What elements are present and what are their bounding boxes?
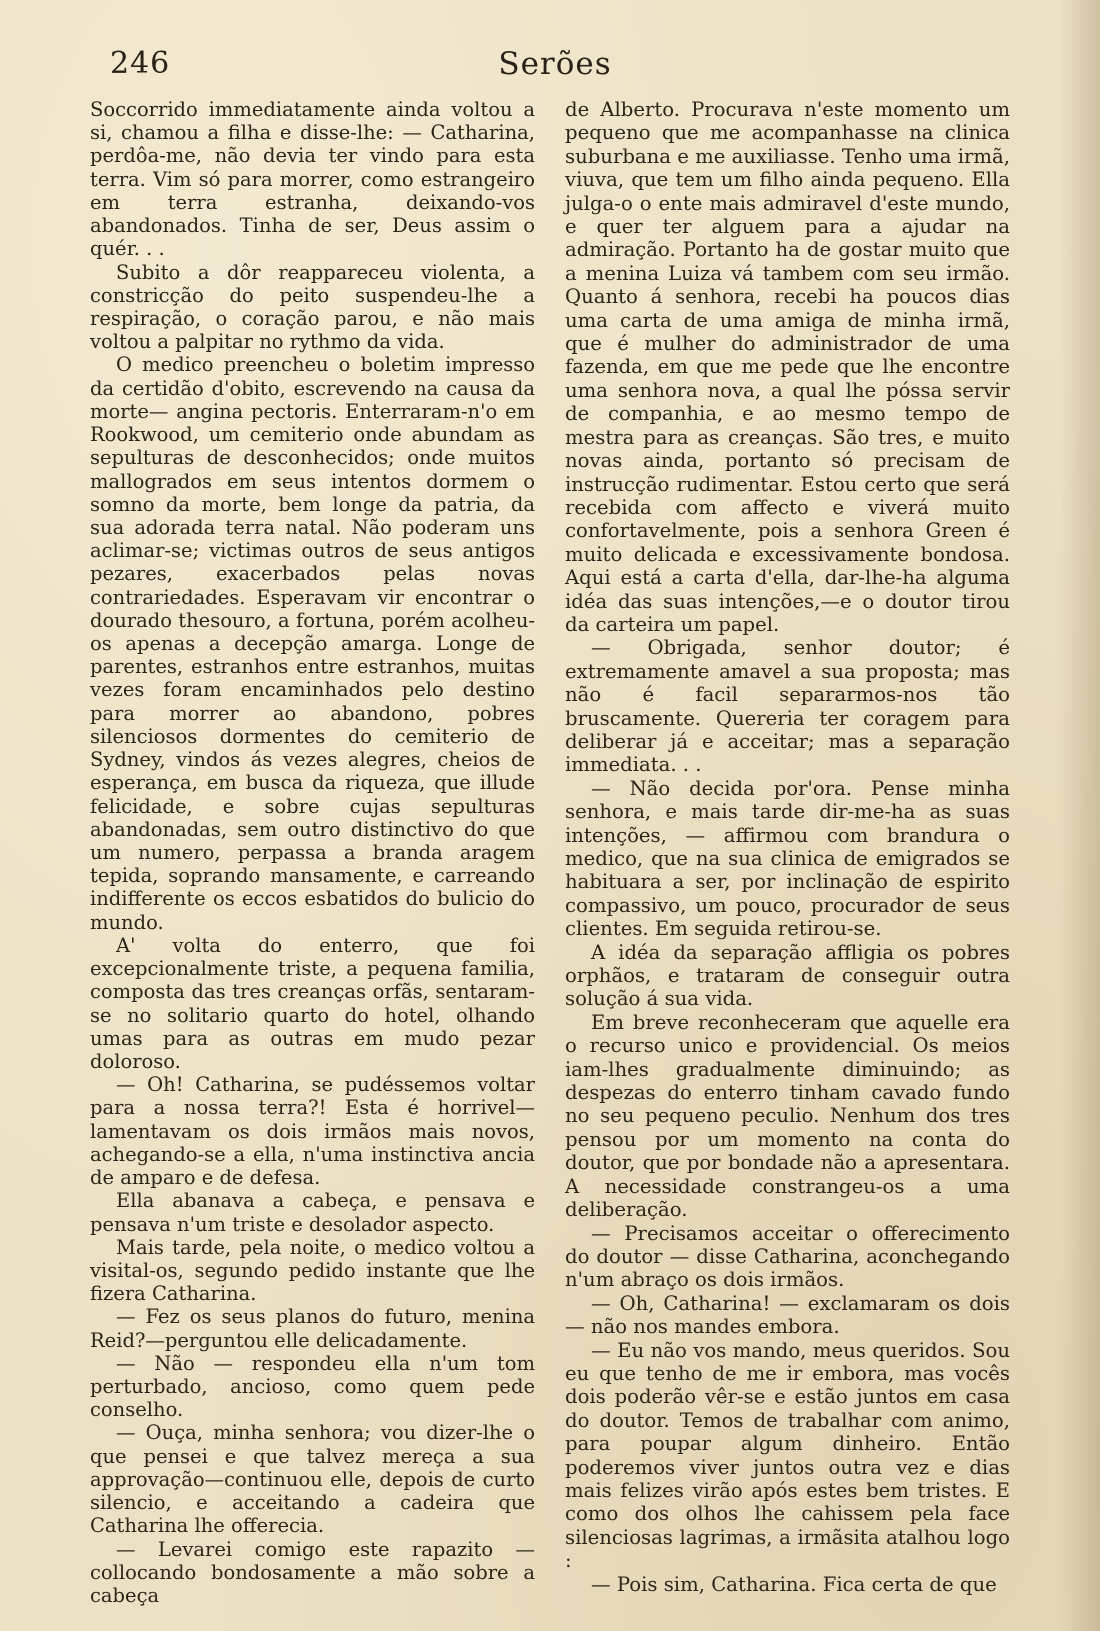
paragraph: — Eu não vos mando, meus queridos. Sou eu que tenho de me ir embora, mas vocês dois poderão vêr-se e estão juntos em casa do doutor. Temos de trabalhar com animo, para poupar algum dinheiro. Então poderemos viver juntos outra vez e dias mais felizes virão após estes bem tristes. E como dos olhos lhe cahissem pela face silenciosas lagrimas, a irmãsita atalhou logo : [565,1338,1010,1573]
paragraph: A idéa da separação affligia os pobres orphãos, e trataram de conseguir outra solução á sua vida. [565,940,1010,1011]
page-edge-shadow [1060,0,1100,1631]
paragraph: — Oh! Catharina, se pudéssemos voltar para a nossa terra?! Esta é horrivel—lamentavam os dois irmãos mais novos, achegando-se a ella, n'uma instinctiva ancia de amparo e de defesa. [90,1073,535,1190]
left-column [90,98,535,1607]
page-header [90,46,1020,88]
page-number: 246 [110,46,171,81]
paragraph: — Pois sim, Catharina. Fica certa de que [591,1572,997,1596]
paragraph: Soccorrido immediatamente ainda voltou a si, chamou a filha e disse-lhe: — Catharina, perdôa-me, não devia ter vindo para esta terra. Vim só para morrer, como estrangeiro em terra estranha, deixando-vos abandonados. Tinha de ser, Deus assim o quér. . . [90,98,535,261]
paragraph: de Alberto. Procurava n'este momento um pequeno que me acompanhasse na clinica suburbana e me auxiliasse. Tenho uma irmã, viuva, que tem um filho ainda pequeno. Ella julga-o o ente mais admiravel d'este mundo, e quer ter alguem para a ajudar na admiração. Portanto ha de gostar muito que a menina Luiza vá tambem com seu irmão. Quanto á senhora, recebi ha poucos dias uma carta de uma amiga de minha irmã, que é mulher do administrador de uma fazenda, em que me pede que lhe encontre uma senhora nova, a qual lhe póssa servir de companhia, e ao mesmo tempo de mestra para as creanças. São tres, e muito novas ainda, portanto só precisam de instrucção rudimentar. Estou certo que será recebida com affecto e viverá muito confortavelmente, pois a senhora Green é muito delicada e excessivamente bondosa. Aqui está a carta d'ella, dar-lhe-ha alguma idéa das suas intenções,—e o doutor tirou da carteira um papel. [565,98,1010,636]
paragraph: — Levarei comigo este rapazito — collocando bondosamente a mão sobre a cabeça [90,1537,535,1607]
paragraph: Em breve reconheceram que aquelle era o recurso unico e providencial. Os meios iam-lhes gradualmente diminuindo; as despezas do enterro tinham cavado fundo no seu pequeno peculio. Nenhum dos tres pensou por um momento na conta do doutor, que por bondade não a apresentara. A necessidade constrangeu-os a uma deliberação. [565,1010,1010,1222]
paragraph: — Obrigada, senhor doutor; é extremamente amavel a sua proposta; mas não é facil separarmos-nos tão bruscamente. Quereria ter coragem para deliberar já e acceitar; mas a separação immediata. . . [565,636,1010,777]
right-column [565,98,1010,1596]
paragraph: — Oh, Catharina! — exclamaram os dois — não nos mandes embora. [565,1291,1010,1339]
running-title: Serões [498,46,612,82]
paragraph: — Ouça, minha senhora; vou dizer-lhe o que pensei e que talvez mereça a sua approvação—continuou elle, depois de curto silencio, e acceitando a cadeira que Catharina lhe offerecia. [90,1421,535,1538]
paragraph: — Não decida por'ora. Pense minha senhora, e mais tarde dir-me-ha as suas intenções, — affirmou com brandura o medico, que na sua clinica de emigrados se habituara a ser, por inclinação de espirito compassivo, um pouco, procurador de seus clientes. Em seguida retirou-se. [565,776,1010,941]
paragraph: A' volta do enterro, que foi excepcionalmente triste, a pequena familia, composta das tres creanças orfãs, sentaram-se no solitario quarto do hotel, olhando umas para as outras em mudo pezar doloroso. [90,933,535,1073]
paragraph: Mais tarde, pela noite, o medico voltou a visital-os, segundo pedido instante que lhe fizera Catharina. [90,1235,535,1306]
paragraph: Subito a dôr reappareceu violenta, a constricção do peito suspendeu-lhe a respiração, o coração parou, e não mais voltou a palpitar no rythmo da vida. [90,260,535,354]
paragraph: O medico preencheu o boletim impresso da certidão d'obito, escrevendo na causa da morte— angina pectoris. Enterraram-n'o em Rookwood, um cemiterio onde abundam as sepulturas de desconhecidos; onde muitos mallogrados em seus intentos dormem o somno da morte, bem longe da patria, da sua adorada terra natal. Não poderam uns aclimar-se; victimas outros de seus antigos pezares, exacerbados pelas novas contrariedades. Esperavam vir encontrar o dourado thesouro, a fortuna, porém acolheu-os apenas a decepção amarga. Longe de parentes, estranhos entre estranhos, muitas vezes foram encaminhados pelo destino para morrer ao abandono, pobres silenciosos dormentes do cemiterio de Sydney, vindos ás vezes alegres, cheios de esperança, em busca da riqueza, que illude felicidade, e sobre cujas sepulturas abandonadas, sem outro distinctivo do que um numero, perpassa a branda aragem tepida, soprando mansamente, e carreando indifferente os eccos esbatidos do bulicio do mundo. [90,353,535,934]
paragraph: — Não — respondeu ella n'um tom perturbado, ancioso, como quem pede conselho. [90,1351,535,1422]
paragraph: — Precisamos acceitar o offerecimento do doutor — disse Catharina, aconchegando n'um abraço os dois irmãos. [565,1221,1010,1292]
paragraph: Ella abanava a cabeça, e pensava e pensava n'um triste e desolador aspecto. [90,1189,535,1236]
paragraph: — Fez os seus planos do futuro, menina Reid?—perguntou elle delicadamente. [90,1305,535,1352]
